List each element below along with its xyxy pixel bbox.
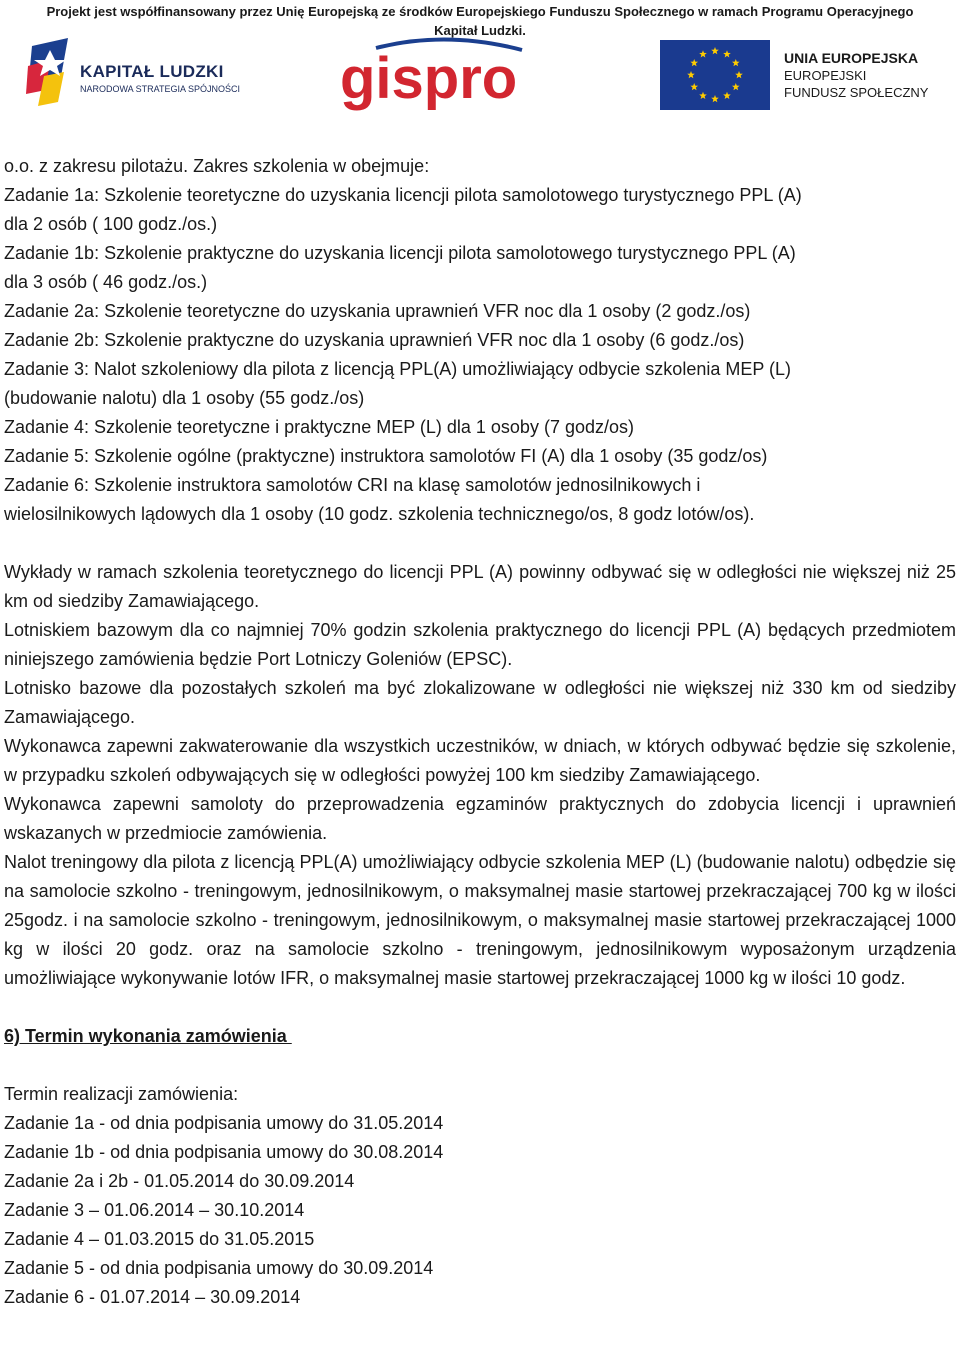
funding-header bbox=[0, 2, 960, 40]
scope-list bbox=[4, 152, 956, 529]
scope-line: (budowanie nalotu) dla 1 osoby (55 godz./os) bbox=[4, 388, 365, 408]
schedule-item: Zadanie 1b - od dnia podpisania umowy do 30.08.2014 bbox=[4, 1142, 444, 1162]
kapital-ludzki-subtitle: NARODOWA STRATEGIA SPÓJNOŚCI bbox=[80, 84, 241, 94]
funding-header-line-2: Kapitał Ludzki. bbox=[434, 23, 526, 38]
scope-line: Zadanie 2b: Szkolenie praktyczne do uzyskania uprawnień VFR noc dla 1 osoby (6 godz./os) bbox=[4, 330, 745, 350]
eu-flag-icon bbox=[660, 40, 770, 110]
schedule-item: Zadanie 3 – 01.06.2014 – 30.10.2014 bbox=[4, 1200, 305, 1220]
paragraph-exam-aircraft: Wykonawca zapewni samoloty do przeprowadzenia egzaminów praktycznych do zdobycia licencji i uprawnień wskazanych w przedmiocie zamówienia. bbox=[4, 794, 956, 843]
schedule-item: Zadanie 6 - 01.07.2014 – 30.09.2014 bbox=[4, 1287, 301, 1307]
schedule-item: Zadanie 5 - od dnia podpisania umowy do 30.09.2014 bbox=[4, 1258, 434, 1278]
paragraph-base-airport: Lotniskiem bazowym dla co najmniej 70% godzin szkolenia praktycznego do licencji PPL (A) będących przedmiotem niniejszego zamówienia będzie Port Lotniczy Goleniów (EPSC). bbox=[4, 620, 956, 669]
schedule-intro: Termin realizacji zamówienia: bbox=[4, 1084, 239, 1104]
document-body bbox=[4, 152, 956, 1312]
requirements bbox=[4, 558, 956, 993]
paragraph-training-flights: Nalot treningowy dla pilota z licencją PPL(A) umożliwiający odbycie szkolenia MEP (L) (budowanie nalotu) odbędzie się na samolocie szkolno - treningowym, jednosilnikowym, o maksymalnej masie startowej przekraczającej 700 kg w ilości 25godz. i na samolocie szkolno - treningowym, jednosilnikowym, o maksymalnej masie startowej przekraczającej 1000 kg w ilości 20 godz. oraz na samolocie szkolno - treningowym, jednosilnikowym wyposażonym urządzenia umożliwiające wykonywanie lotów IFR, o maksymalnej masie startowej przekraczającej 1000 kg w ilości 10 godz. bbox=[4, 852, 956, 988]
kapital-ludzki-logo bbox=[24, 36, 254, 112]
eu-logo bbox=[660, 40, 950, 110]
scope-line: Zadanie 6: Szkolenie instruktora samolotów CRI na klasę samolotów jednosilnikowych i bbox=[4, 475, 701, 495]
section-title: 6) Termin wykonania zamówienia bbox=[4, 1026, 292, 1046]
schedule-item: Zadanie 1a - od dnia podpisania umowy do 31.05.2014 bbox=[4, 1113, 444, 1133]
scope-line: wielosilnikowych lądowych dla 1 osoby (10 godz. szkolenia technicznego/os, 8 godz lotów/os). bbox=[4, 504, 755, 524]
scope-line: dla 2 osób ( 100 godz./os.) bbox=[4, 214, 218, 234]
paragraph-lectures: Wykłady w ramach szkolenia teoretycznego do licencji PPL (A) powinny odbywać się w odległości nie większej niż 25 km od siedziby Zamawiającego. bbox=[4, 562, 956, 611]
eu-logo-line-2: EUROPEJSKI bbox=[784, 68, 867, 83]
scope-line: dla 3 osób ( 46 godz./os.) bbox=[4, 272, 208, 292]
gispro-wordmark bbox=[336, 36, 546, 112]
schedule-item: Zadanie 4 – 01.03.2015 do 31.05.2015 bbox=[4, 1229, 315, 1249]
kapital-ludzki-emblem-icon bbox=[24, 36, 76, 112]
schedule-item: Zadanie 2a i 2b - 01.05.2014 do 30.09.2014 bbox=[4, 1171, 355, 1191]
funding-header-line-1: Projekt jest współfinansowany przez Unię Europejską ze środków Europejskiego Funduszu Społecznego w ramach Programu Operacyjnego bbox=[46, 4, 914, 19]
paragraph-other-airport: Lotnisko bazowe dla pozostałych szkoleń ma być zlokalizowane w odległości nie większej niż 330 km od siedziby Zamawiającego. bbox=[4, 678, 956, 727]
kapital-ludzki-title: KAPITAŁ LUDZKI bbox=[80, 62, 224, 81]
eu-logo-line-1: UNIA EUROPEJSKA bbox=[784, 50, 919, 66]
paragraph-accommodation: Wykonawca zapewni zakwaterowanie dla wszystkich uczestników, w dniach, w których odbywać będzie się szkolenie, w przypadku szkoleń odbywających się w odległości powyżej 100 km siedziby Zamawiającego. bbox=[4, 736, 956, 785]
schedule bbox=[4, 1080, 956, 1312]
scope-line: o.o. z zakresu pilotażu. Zakres szkolenia w obejmuje: bbox=[4, 156, 430, 176]
scope-line: Zadanie 5: Szkolenie ogólne (praktyczne) instruktora samolotów FI (A) dla 1 osoby (35 godz/os) bbox=[4, 446, 768, 466]
scope-line: Zadanie 4: Szkolenie teoretyczne i praktyczne MEP (L) dla 1 osoby (7 godz/os) bbox=[4, 417, 634, 437]
gispro-logo bbox=[336, 36, 546, 112]
scope-line: Zadanie 1b: Szkolenie praktyczne do uzyskania licencji pilota samolotowego turystycznego PPL (A) bbox=[4, 243, 796, 263]
eu-logo-line-3: FUNDUSZ SPOŁECZNY bbox=[784, 85, 929, 100]
scope-line: Zadanie 1a: Szkolenie teoretyczne do uzyskania licencji pilota samolotowego turystycznego PPL (A) bbox=[4, 185, 802, 205]
scope-line: Zadanie 3: Nalot szkoleniowy dla pilota z licencją PPL(A) umożliwiający odbycie szkolenia MEP (L) bbox=[4, 359, 792, 379]
scope-line: Zadanie 2a: Szkolenie teoretyczne do uzyskania uprawnień VFR noc dla 1 osoby (2 godz./os) bbox=[4, 301, 751, 321]
gispro-text: gispro bbox=[340, 46, 518, 111]
logo-bar bbox=[0, 36, 960, 112]
